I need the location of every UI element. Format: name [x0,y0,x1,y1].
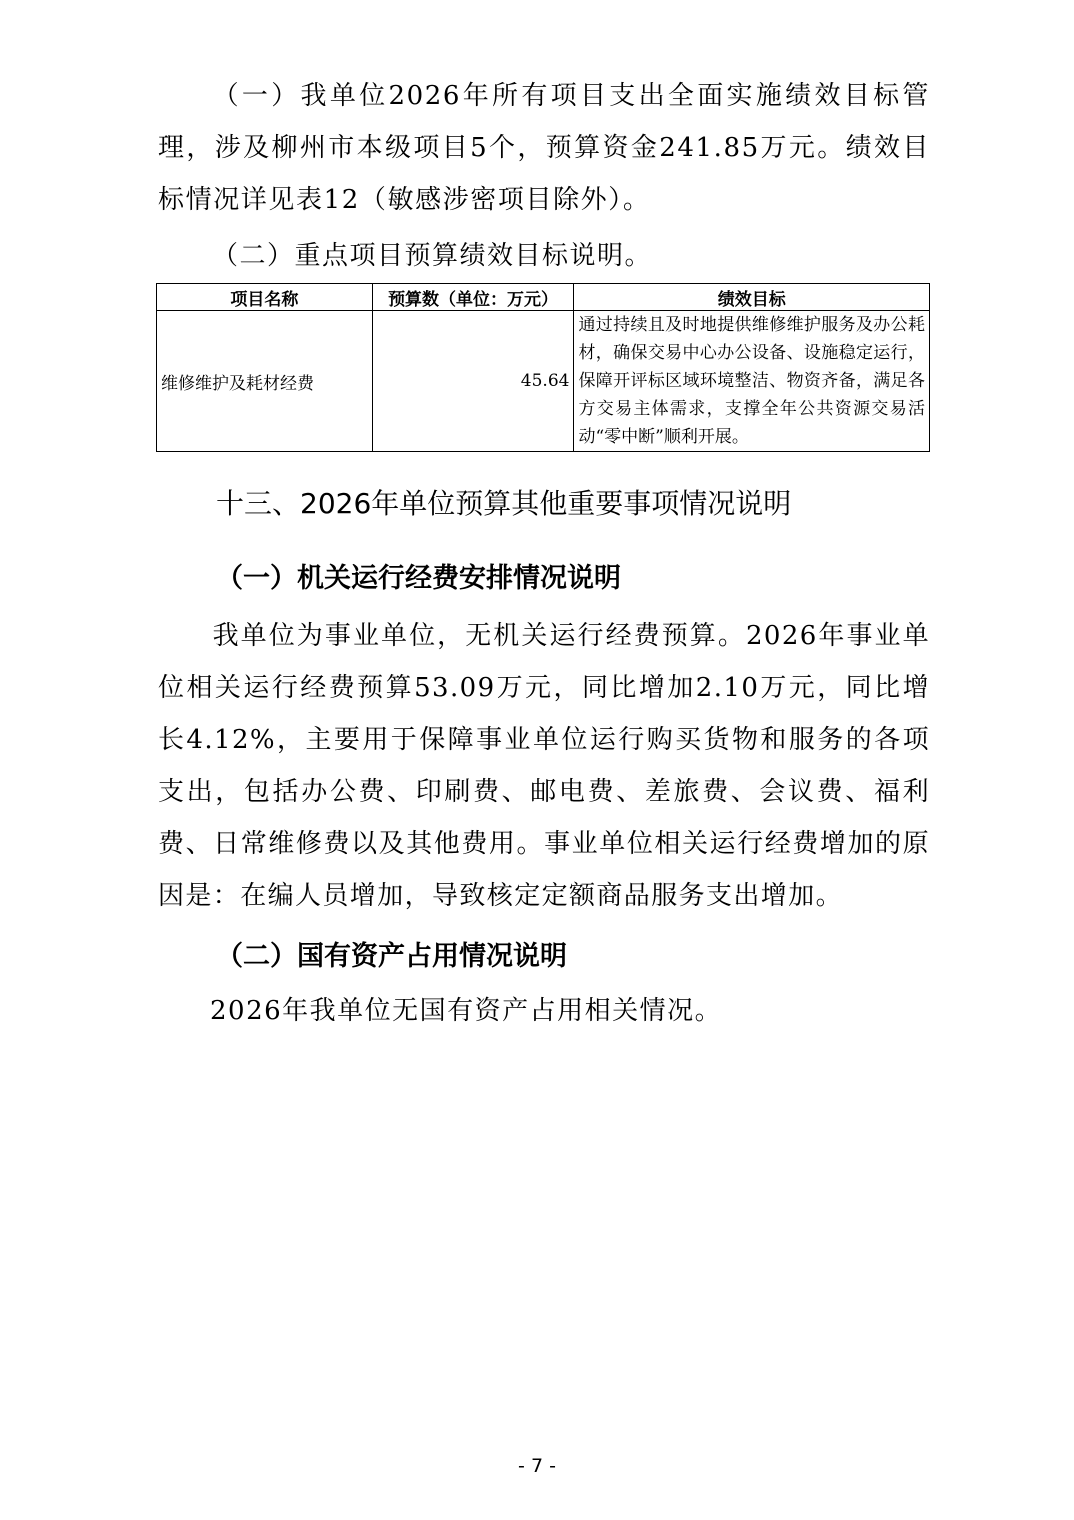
operating-expenses-paragraph: 我单位为事业单位，无机关运行经费预算。2026年事业单位相关运行经费预算53.09万元，同比增加2.10万元，同比增长4.12%，主要用于保障事业单位运行购买货物和服务的各项支出，包括办公费、印刷费、邮电费、差旅费、会议费、福利费、日常维修费以及其他费用。事业单位相关运行经费增加的原因是：在编人员增加，导致核定定额商品服务支出增加。 [158,621,930,911]
column-header-budget: 预算数（单位：万元） [372,284,574,311]
project-name-cell: 维修维护及耗材经费 [157,311,373,452]
key-project-subheading: （二）重点项目预算绩效目标说明。 [212,241,653,271]
performance-management-paragraph: （一）我单位2026年所有项目支出全面实施绩效目标管理，涉及柳州市本级项目5个，预算资金241.85万元。绩效目标情况详见表12（敏感涉密项目除外）。 [158,81,930,215]
operating-expenses-subtitle: （一）机关运行经费安排情况说明 [216,563,621,594]
column-header-project-name: 项目名称 [157,284,373,311]
performance-goal-table [156,283,930,452]
performance-goal-cell: 通过持续且及时地提供维修维护服务及办公耗材，确保交易中心办公设备、设施稳定运行，保障开评标区域环境整洁、物资齐备，满足各方交易主体需求，支撑全年公共资源交易活动“零中断”顺利开展。 [574,311,930,452]
table-row [157,311,930,452]
budget-amount-cell: 45.64 [372,311,574,452]
table-header-row [157,284,930,311]
state-assets-paragraph: 2026年我单位无国有资产占用相关情况。 [210,996,723,1026]
state-assets-subtitle: （二）国有资产占用情况说明 [216,941,567,972]
page-number: - 7 - [518,1455,556,1477]
section-13-title: 十三、2026年单位预算其他重要事项情况说明 [216,487,792,520]
column-header-performance-goal: 绩效目标 [574,284,930,311]
